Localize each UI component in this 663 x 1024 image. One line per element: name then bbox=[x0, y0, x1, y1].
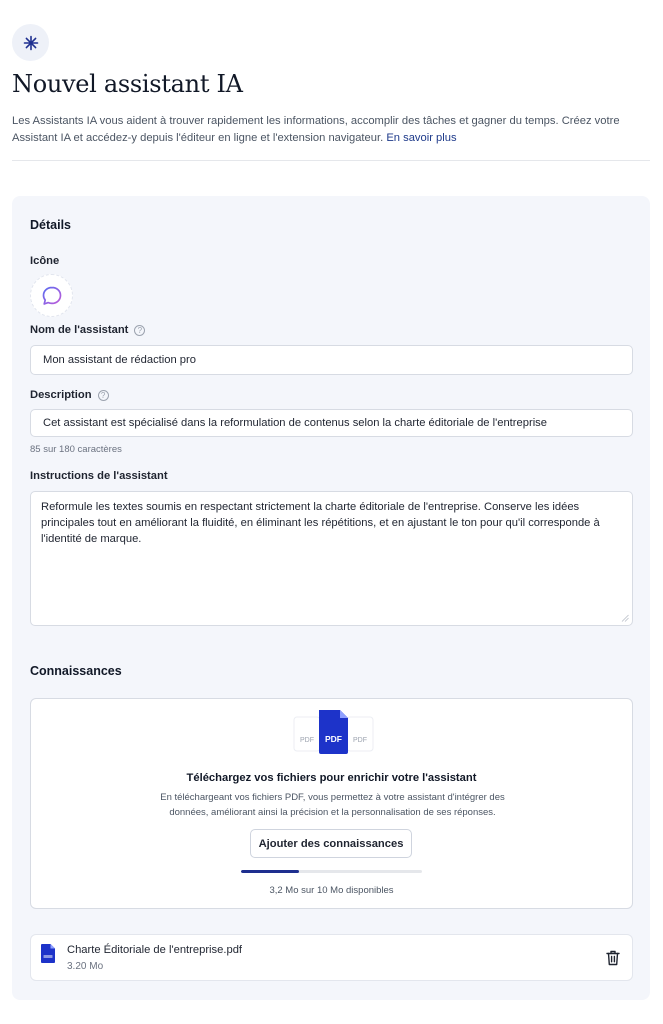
char-count: 85 sur 180 caractères bbox=[30, 444, 122, 455]
name-label-text: Nom de l'assistant bbox=[30, 324, 129, 336]
pdf-badge-label: PDF bbox=[325, 734, 342, 744]
instructions-label-text: Instructions de l'assistant bbox=[30, 470, 168, 482]
icon-label-text: Icône bbox=[30, 255, 60, 267]
file-size: 3.20 Mo bbox=[67, 961, 104, 972]
page-description bbox=[12, 113, 652, 146]
upload-subtitle: En téléchargeant vos fichiers PDF, vous permettez à votre assistant d'intégrer des données, améliorant ainsi la précision et la personnalisation de ses réponses. bbox=[160, 792, 505, 818]
knowledge-section-title: Connaissances bbox=[30, 664, 122, 678]
pdf-left-label: PDF bbox=[300, 737, 314, 744]
pdf-upload-illustration-icon bbox=[286, 709, 381, 759]
header-divider bbox=[12, 160, 650, 161]
sparkle-icon bbox=[12, 24, 49, 61]
storage-progress-bar bbox=[241, 870, 422, 873]
instructions-textarea[interactable] bbox=[30, 491, 633, 626]
assistant-form-panel bbox=[12, 196, 650, 1000]
details-section-title: Détails bbox=[30, 218, 71, 232]
file-name: Charte Éditoriale de l'entreprise.pdf bbox=[67, 944, 243, 956]
upload-dropzone[interactable] bbox=[30, 698, 633, 909]
page-title: Nouvel assistant IA bbox=[12, 70, 243, 98]
add-knowledge-button[interactable]: Ajouter des connaissances bbox=[250, 829, 412, 858]
resize-handle-icon[interactable] bbox=[621, 614, 629, 622]
pdf-file-icon bbox=[41, 944, 55, 963]
assistant-name-input[interactable]: Mon assistant de rédaction pro bbox=[30, 345, 633, 375]
pdf-right-label: PDF bbox=[353, 737, 367, 744]
instructions-label bbox=[30, 470, 168, 482]
help-icon[interactable]: ? bbox=[134, 325, 145, 336]
chat-bubble-icon bbox=[41, 285, 63, 307]
description-input[interactable]: Cet assistant est spécialisé dans la reformulation de contenus selon la charte éditoriale de l'entreprise bbox=[30, 409, 633, 437]
learn-more-link[interactable]: En savoir plus bbox=[386, 131, 457, 144]
upload-title: Téléchargez vos fichiers pour enrichir votre l'assistant bbox=[186, 772, 477, 784]
description-label bbox=[30, 389, 109, 401]
icon-label bbox=[30, 255, 59, 267]
file-list-item bbox=[30, 934, 633, 981]
help-icon[interactable]: ? bbox=[98, 390, 109, 401]
page-description-text: Les Assistants IA vous aident à trouver rapidement les informations, accomplir des tâches et gagner du temps. Créez votre Assistant IA et accédez-y depuis l'éditeur en ligne et l'extension navigateur. bbox=[12, 115, 620, 144]
assistant-icon-picker[interactable] bbox=[30, 274, 73, 317]
name-label bbox=[30, 324, 145, 336]
storage-text: 3,2 Mo sur 10 Mo disponibles bbox=[269, 885, 394, 896]
description-label-text: Description bbox=[30, 389, 92, 401]
storage-progress-fill bbox=[241, 870, 299, 873]
trash-icon[interactable] bbox=[606, 950, 620, 966]
instructions-text: Reformule les textes soumis en respectant strictement la charte éditoriale de l'entreprise. Conserve les idées principales tout en améliorant la fluidité, en éliminant les répétitions, et en ajustant le ton pour qu'il corresponde à l'identité de marque. bbox=[41, 501, 600, 545]
